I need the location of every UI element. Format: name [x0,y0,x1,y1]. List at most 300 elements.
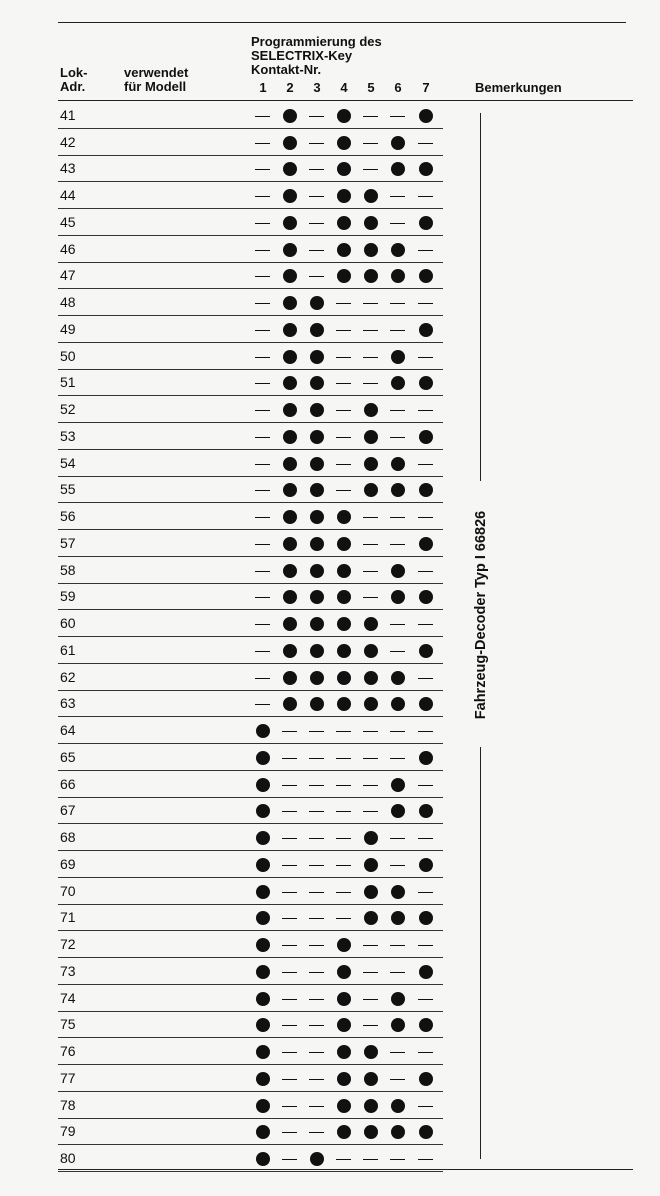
contact-unset-dash [361,1151,381,1167]
contact-set-dot [280,108,300,124]
contact-set-dot [361,857,381,873]
contact-unset-dash [280,1071,300,1087]
table-row [58,396,443,423]
table-row [58,182,443,209]
contact-set-dot [361,696,381,712]
table-row [58,824,443,851]
header-lok-adr: Lok- Adr. [60,65,88,94]
lok-address: 69 [60,855,76,872]
contact-set-dot [388,910,408,926]
contact-set-dot [388,563,408,579]
table-row [58,263,443,290]
contact-unset-dash [388,536,408,552]
contact-unset-dash [253,643,273,659]
contact-unset-dash [280,777,300,793]
remark-vertical-text: Fahrzeug-Decoder Typ I 66826 [473,510,489,720]
contact-unset-dash [388,1151,408,1167]
contact-set-dot [416,910,436,926]
lok-address: 59 [60,588,76,605]
contact-set-dot [388,161,408,177]
table-row [58,1119,443,1146]
contact-unset-dash [416,937,436,953]
contact-unset-dash [388,322,408,338]
lok-address: 70 [60,882,76,899]
contact-unset-dash [253,349,273,365]
table-row [58,102,443,129]
contact-unset-dash [280,830,300,846]
contact-set-dot [361,1044,381,1060]
contact-set-dot [416,1017,436,1033]
contact-set-dot [416,696,436,712]
contact-unset-dash [253,322,273,338]
contact-set-dot [307,375,327,391]
contact-set-dot [280,188,300,204]
contact-set-dot [334,536,354,552]
contact-set-dot [416,268,436,284]
table-row [58,1145,443,1172]
table-row [58,744,443,771]
contact-unset-dash [361,803,381,819]
contact-unset-dash [253,295,273,311]
contact-set-dot [253,857,273,873]
contact-number-6: 6 [394,80,402,95]
contact-unset-dash [307,884,327,900]
contact-unset-dash [307,830,327,846]
contact-unset-dash [280,1124,300,1140]
lok-address: 80 [60,1150,76,1166]
contact-set-dot [416,643,436,659]
contact-unset-dash [361,750,381,766]
contact-unset-dash [280,991,300,1007]
contact-number-1: 1 [259,80,267,95]
lok-address: 53 [60,427,76,444]
contact-unset-dash [388,750,408,766]
contact-set-dot [388,349,408,365]
contact-set-dot [280,509,300,525]
table-row [58,1038,443,1065]
contact-set-dot [307,696,327,712]
contact-set-dot [388,456,408,472]
contact-set-dot [388,375,408,391]
lok-address: 46 [60,240,76,257]
contact-set-dot [416,429,436,445]
contact-number-2: 2 [286,80,294,95]
lok-address: 61 [60,641,76,658]
contact-set-dot [307,482,327,498]
contact-set-dot [416,589,436,605]
contact-set-dot [334,268,354,284]
contact-unset-dash [280,1098,300,1114]
contact-unset-dash [253,242,273,258]
contact-set-dot [253,1071,273,1087]
bottom-rule [58,1169,633,1170]
contact-set-dot [307,643,327,659]
contact-unset-dash [307,723,327,739]
table-row [58,851,443,878]
contact-unset-dash [334,723,354,739]
lok-address: 42 [60,133,76,150]
contact-unset-dash [361,536,381,552]
contact-unset-dash [388,1071,408,1087]
contact-set-dot [416,803,436,819]
contact-unset-dash [307,1044,327,1060]
table-row [58,557,443,584]
lok-address: 45 [60,213,76,230]
contact-unset-dash [416,295,436,311]
contact-set-dot [361,1098,381,1114]
contact-unset-dash [416,135,436,151]
contact-unset-dash [388,723,408,739]
contact-unset-dash [416,884,436,900]
contact-set-dot [307,429,327,445]
table-row [58,289,443,316]
contact-set-dot [416,375,436,391]
contact-set-dot [334,108,354,124]
table-row [58,584,443,611]
contact-set-dot [307,1151,327,1167]
contact-unset-dash [253,696,273,712]
lok-address: 55 [60,481,76,498]
contact-set-dot [280,696,300,712]
contact-unset-dash [253,616,273,632]
lok-address: 58 [60,561,76,578]
contact-set-dot [388,803,408,819]
lok-address: 79 [60,1123,76,1140]
contact-unset-dash [416,402,436,418]
table-row [58,717,443,744]
contact-set-dot [361,1124,381,1140]
table-row [58,610,443,637]
contact-set-dot [280,242,300,258]
contact-set-dot [416,964,436,980]
contact-set-dot [280,268,300,284]
contact-unset-dash [307,777,327,793]
contact-set-dot [416,857,436,873]
contact-set-dot [253,937,273,953]
contact-set-dot [334,1071,354,1087]
contact-set-dot [416,215,436,231]
contact-set-dot [334,1044,354,1060]
contact-set-dot [361,482,381,498]
contact-unset-dash [253,429,273,445]
contact-set-dot [388,135,408,151]
contact-set-dot [253,910,273,926]
contact-unset-dash [253,670,273,686]
table-row [58,236,443,263]
table-row [58,156,443,183]
contact-set-dot [388,1124,408,1140]
contact-unset-dash [334,322,354,338]
contact-unset-dash [361,509,381,525]
contact-unset-dash [334,402,354,418]
table-row [58,530,443,557]
contact-unset-dash [388,215,408,231]
contact-unset-dash [361,1017,381,1033]
contact-set-dot [280,215,300,231]
contact-set-dot [416,536,436,552]
contact-unset-dash [280,964,300,980]
top-rule [58,22,626,23]
contact-unset-dash [334,750,354,766]
contact-set-dot [307,402,327,418]
contact-set-dot [280,643,300,659]
lok-address: 57 [60,534,76,551]
contact-set-dot [361,188,381,204]
table-row [58,1092,443,1119]
lok-address: 73 [60,962,76,979]
lok-address: 62 [60,668,76,685]
contact-number-3: 3 [313,80,321,95]
table-row [58,477,443,504]
contact-unset-dash [253,402,273,418]
contact-set-dot [334,616,354,632]
lok-address: 56 [60,508,76,524]
contact-unset-dash [361,161,381,177]
contact-set-dot [280,536,300,552]
contact-unset-dash [416,1044,436,1060]
contact-set-dot [388,1017,408,1033]
contact-unset-dash [416,563,436,579]
contact-set-dot [361,1071,381,1087]
lok-address: 64 [60,722,76,738]
contact-set-dot [334,937,354,953]
table-row [58,771,443,798]
contact-unset-dash [307,268,327,284]
contact-set-dot [416,322,436,338]
contact-unset-dash [388,108,408,124]
contact-unset-dash [416,830,436,846]
lok-address: 50 [60,347,76,364]
contact-unset-dash [334,429,354,445]
lok-address: 74 [60,989,76,1006]
contact-unset-dash [253,509,273,525]
contact-unset-dash [388,295,408,311]
lok-address: 65 [60,748,76,765]
contact-set-dot [253,1098,273,1114]
table-row [58,209,443,236]
contact-unset-dash [416,456,436,472]
lok-address: 44 [60,187,76,203]
contact-unset-dash [416,242,436,258]
contact-set-dot [253,750,273,766]
contact-set-dot [280,670,300,686]
contact-set-dot [280,375,300,391]
contact-unset-dash [280,937,300,953]
contact-unset-dash [361,563,381,579]
contact-set-dot [361,456,381,472]
contact-set-dot [307,349,327,365]
header-verwendet-fuer-modell: verwendet für Modell [124,65,189,94]
contact-set-dot [416,1124,436,1140]
contact-unset-dash [280,723,300,739]
contact-unset-dash [253,268,273,284]
contact-set-dot [253,1044,273,1060]
contact-set-dot [334,670,354,686]
contact-unset-dash [253,563,273,579]
header-programmierung: Programmierung des SELECTRIX-Key Kontakt-Nr. [251,34,382,77]
contact-set-dot [388,884,408,900]
contact-set-dot [361,670,381,686]
contact-set-dot [280,482,300,498]
table-row [58,370,443,397]
contact-set-dot [334,991,354,1007]
lok-address: 49 [60,320,76,337]
contact-unset-dash [361,108,381,124]
contact-unset-dash [334,857,354,873]
contact-set-dot [280,322,300,338]
contact-unset-dash [253,188,273,204]
contact-set-dot [280,161,300,177]
contact-unset-dash [361,777,381,793]
contact-set-dot [307,589,327,605]
contact-set-dot [334,135,354,151]
contact-set-dot [253,777,273,793]
contact-set-dot [253,884,273,900]
contact-set-dot [307,509,327,525]
lok-address: 66 [60,775,76,792]
contact-set-dot [253,991,273,1007]
contact-unset-dash [253,375,273,391]
table-row [58,878,443,905]
contact-unset-dash [388,857,408,873]
contact-unset-dash [361,723,381,739]
contact-unset-dash [334,803,354,819]
remark-bracket-line-upper [480,113,481,481]
contact-unset-dash [361,349,381,365]
lok-address: 51 [60,374,76,391]
contact-set-dot [416,750,436,766]
contact-unset-dash [253,135,273,151]
contact-unset-dash [416,616,436,632]
contact-unset-dash [416,1151,436,1167]
contact-set-dot [361,429,381,445]
lok-address: 68 [60,829,76,845]
contact-set-dot [361,242,381,258]
contact-set-dot [253,1151,273,1167]
contact-unset-dash [416,777,436,793]
contact-set-dot [334,643,354,659]
contact-unset-dash [334,375,354,391]
contact-unset-dash [307,750,327,766]
contact-set-dot [253,723,273,739]
lok-address: 67 [60,802,76,819]
contact-unset-dash [361,135,381,151]
contact-number-7: 7 [422,80,430,95]
contact-set-dot [361,830,381,846]
contact-unset-dash [307,964,327,980]
contact-unset-dash [307,135,327,151]
table-row [58,129,443,156]
lok-address: 77 [60,1069,76,1086]
contact-set-dot [280,135,300,151]
contact-set-dot [361,616,381,632]
contact-unset-dash [388,964,408,980]
contact-set-dot [334,589,354,605]
table-row [58,343,443,370]
contact-set-dot [388,1098,408,1114]
contact-unset-dash [307,1124,327,1140]
contact-unset-dash [334,482,354,498]
contact-unset-dash [388,188,408,204]
contact-set-dot [334,1098,354,1114]
table-row [58,637,443,664]
lok-address: 76 [60,1043,76,1059]
contact-set-dot [334,964,354,980]
contact-unset-dash [280,1017,300,1033]
contact-unset-dash [253,482,273,498]
contact-unset-dash [280,910,300,926]
contact-set-dot [307,295,327,311]
contact-set-dot [361,910,381,926]
contact-set-dot [334,188,354,204]
contact-set-dot [253,803,273,819]
lok-address: 63 [60,695,76,712]
contact-unset-dash [361,295,381,311]
contact-unset-dash [334,830,354,846]
contact-unset-dash [307,215,327,231]
contact-set-dot [334,563,354,579]
contact-set-dot [307,536,327,552]
contact-set-dot [280,456,300,472]
lok-address: 54 [60,454,76,471]
contact-unset-dash [280,1151,300,1167]
contact-set-dot [307,322,327,338]
table-row [58,798,443,825]
contact-unset-dash [280,803,300,819]
contact-unset-dash [307,803,327,819]
contact-set-dot [361,884,381,900]
table-row [58,905,443,932]
contact-set-dot [307,670,327,686]
contact-unset-dash [253,536,273,552]
contact-unset-dash [334,884,354,900]
contact-set-dot [388,777,408,793]
contact-unset-dash [388,643,408,659]
contact-set-dot [388,268,408,284]
contact-set-dot [280,402,300,418]
contact-set-dot [361,643,381,659]
lok-address: 52 [60,401,76,417]
contact-unset-dash [280,750,300,766]
contact-set-dot [253,1124,273,1140]
contact-unset-dash [388,509,408,525]
contact-unset-dash [307,242,327,258]
contact-unset-dash [388,937,408,953]
contact-set-dot [361,215,381,231]
lok-address: 48 [60,294,76,310]
table-row [58,316,443,343]
contact-unset-dash [361,375,381,391]
lok-address: 41 [60,106,76,123]
contact-unset-dash [416,1098,436,1114]
contact-unset-dash [361,964,381,980]
contact-set-dot [280,563,300,579]
table-row [58,958,443,985]
lok-address: 60 [60,615,76,631]
contact-unset-dash [416,670,436,686]
contact-set-dot [280,429,300,445]
contact-set-dot [334,1017,354,1033]
contact-set-dot [280,616,300,632]
contact-unset-dash [307,910,327,926]
contact-unset-dash [388,1044,408,1060]
contact-unset-dash [280,857,300,873]
contact-unset-dash [253,215,273,231]
contact-unset-dash [334,295,354,311]
contact-number-5: 5 [367,80,375,95]
row-divider [58,1171,443,1172]
table-row [58,664,443,691]
